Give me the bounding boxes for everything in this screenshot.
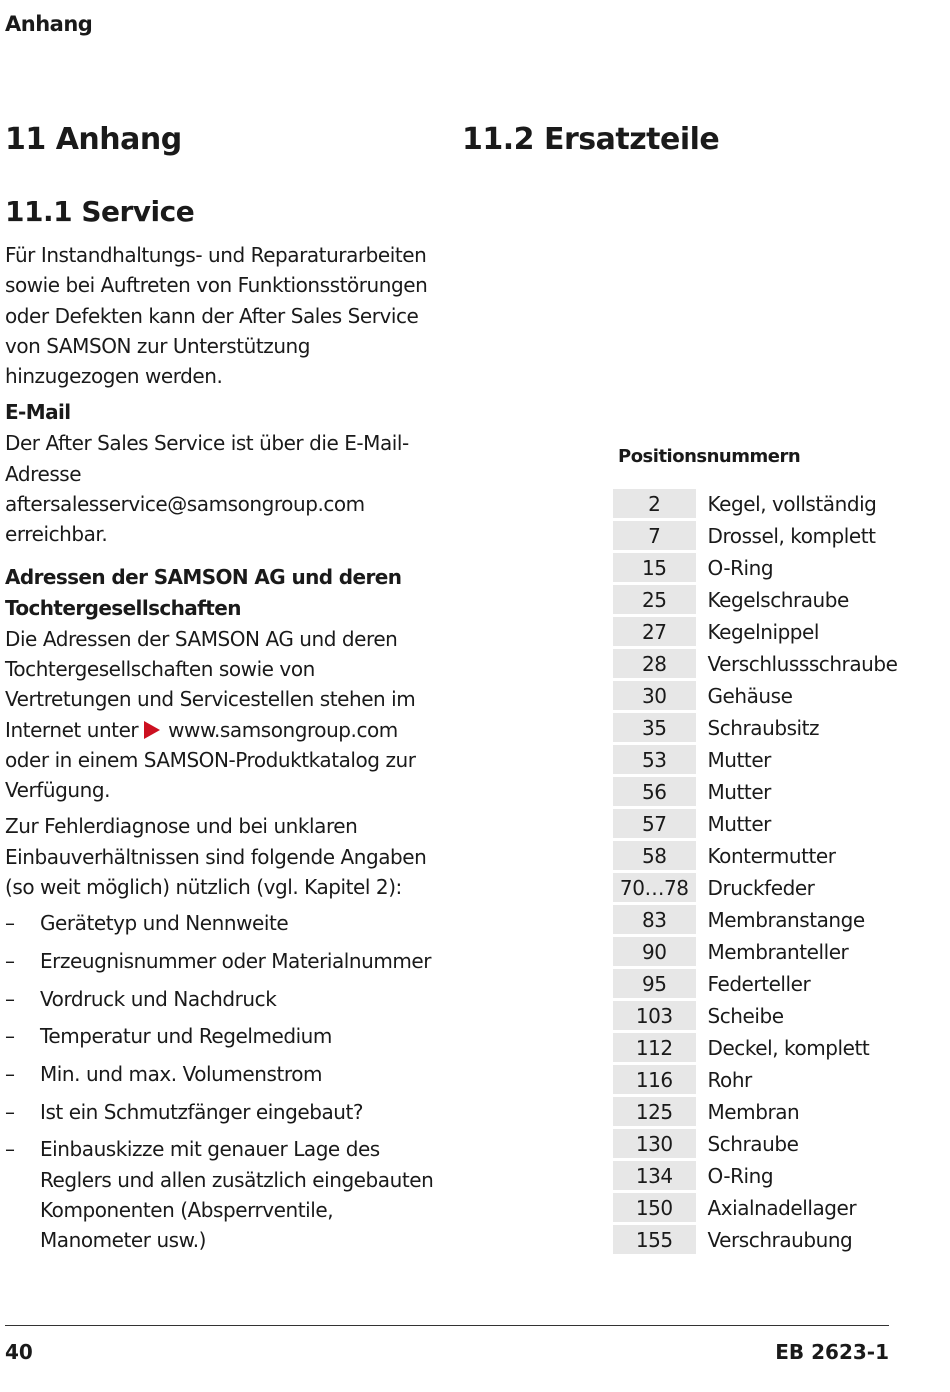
position-number: 134: [613, 1161, 696, 1190]
addresses-text: [5, 624, 437, 806]
position-number: 27: [613, 617, 696, 646]
position-number: 58: [613, 841, 696, 870]
table-row: [613, 521, 950, 550]
part-name: Axialnadellager: [707, 1195, 857, 1220]
list-item: – Min. und max. Volumenstrom: [5, 1059, 437, 1089]
part-name: Kegelschraube: [707, 587, 849, 612]
part-name: Mutter: [707, 779, 771, 804]
part-name: Deckel, komplett: [707, 1035, 870, 1060]
part-name: Schraube: [707, 1131, 799, 1156]
position-number: 56: [613, 777, 696, 806]
part-name: Membranteller: [707, 939, 849, 964]
position-number: 83: [613, 905, 696, 934]
position-number: 150: [613, 1193, 696, 1222]
positions-label: Positionsnummern: [618, 446, 801, 467]
spare-parts-title: 11.2 Ersatzteile: [462, 122, 720, 157]
table-row: [613, 1129, 950, 1158]
table-row: [613, 1097, 950, 1126]
part-name: Rohr: [707, 1067, 752, 1092]
list-item: – Vordruck und Nachdruck: [5, 984, 437, 1014]
position-number: 57: [613, 809, 696, 838]
position-number: 7: [613, 521, 696, 550]
position-number: 112: [613, 1033, 696, 1062]
samsongroup-link[interactable]: www.samsongroup.com: [168, 717, 398, 742]
part-name: Verschraubung: [707, 1227, 853, 1252]
position-number: 2: [613, 489, 696, 518]
position-number: 155: [613, 1225, 696, 1254]
part-name: Mutter: [707, 811, 771, 836]
running-header: Anhang: [5, 12, 93, 36]
diagnosis-text: Zur Fehlerdiagnose und bei unklaren Einbauverhältnissen sind folgende Angaben (so weit möglich) nützlich (vgl. Kapitel 2):: [5, 814, 427, 900]
table-row: [613, 1065, 950, 1094]
footer-divider: [5, 1325, 889, 1326]
part-name: Scheibe: [707, 1003, 784, 1028]
position-number: 90: [613, 937, 696, 966]
right-column: [462, 118, 902, 162]
table-row: [613, 553, 950, 582]
list-item: – Ist ein Schmutzfänger eingebaut?: [5, 1097, 437, 1127]
chapter-title: 11 Anhang: [5, 122, 182, 157]
part-name: Kontermutter: [707, 843, 836, 868]
position-number: 125: [613, 1097, 696, 1126]
part-name: Kegel, vollständig: [707, 491, 877, 516]
table-row: [613, 1193, 950, 1222]
part-name: Kegelnippel: [707, 619, 820, 644]
table-row: [613, 681, 950, 710]
part-name: Mutter: [707, 747, 771, 772]
table-row: [613, 713, 950, 742]
table-row: [613, 649, 950, 678]
part-name: Drossel, komplett: [707, 523, 876, 548]
position-number: 30: [613, 681, 696, 710]
position-number: 25: [613, 585, 696, 614]
link-arrow-icon: [144, 721, 160, 739]
addresses-heading: Adressen der SAMSON AG und deren Tochtergesellschaften: [5, 564, 402, 620]
position-number: 130: [613, 1129, 696, 1158]
position-number: 116: [613, 1065, 696, 1094]
part-name: Federteller: [707, 971, 811, 996]
table-row: [613, 937, 950, 966]
position-number: 35: [613, 713, 696, 742]
part-name: Membranstange: [707, 907, 865, 932]
table-row: [613, 585, 950, 614]
table-row: [613, 841, 950, 870]
service-intro-text: Für Instandhaltungs- und Reparaturarbeiten sowie bei Auftreten von Funktionsstörungen oder Defekten kann der After Sales Service von SAMSON zur Unterstützung hinzugezogen werden.: [5, 243, 428, 389]
table-row: [613, 1161, 950, 1190]
spare-parts-table: [613, 486, 950, 1257]
table-row: [613, 1225, 950, 1254]
addresses-text-part-2: oder in einem SAMSON-Produktkatalog zur Verfügung.: [5, 747, 416, 803]
position-number: 15: [613, 553, 696, 582]
position-number: 53: [613, 745, 696, 774]
page-number: 40: [5, 1340, 33, 1364]
position-number: 103: [613, 1001, 696, 1030]
table-row: [613, 873, 950, 902]
table-row: [613, 1033, 950, 1062]
part-name: Druckfeder: [707, 875, 815, 900]
email-heading: E-Mail: [5, 400, 71, 425]
part-name: Membran: [707, 1099, 800, 1124]
table-row: [613, 745, 950, 774]
table-row: [613, 617, 950, 646]
table-row: [613, 1001, 950, 1030]
part-name: O-Ring: [707, 555, 774, 580]
table-row: [613, 489, 950, 518]
part-name: O-Ring: [707, 1163, 774, 1188]
list-item: – Erzeugnisnummer oder Materialnummer: [5, 946, 437, 976]
table-row: [613, 777, 950, 806]
part-name: Verschlussschraube: [707, 651, 898, 676]
email-text: Der After Sales Service ist über die E-Mail-Adresse aftersalesservice@samsongroup.com erreichbar.: [5, 431, 409, 547]
table-row: [613, 969, 950, 998]
position-number: 95: [613, 969, 696, 998]
left-column: [5, 118, 437, 1263]
table-row: [613, 809, 950, 838]
position-number: 70…78: [613, 873, 696, 902]
addresses-text-part-1: Die Adressen der SAMSON AG und deren Tochtergesellschaften sowie von Vertretungen und Servicestellen stehen im Internet unter: [5, 626, 416, 742]
part-name: Schraubsitz: [707, 715, 820, 740]
table-row: [613, 905, 950, 934]
list-item: – Temperatur und Regelmedium: [5, 1021, 437, 1051]
list-item: – Gerätetyp und Nennweite: [5, 908, 437, 938]
diagnosis-list: [5, 908, 437, 1255]
list-item: – Einbauskizze mit genauer Lage des Reglers und allen zusätzlich eingebauten Komponenten (Absperrventile, Manometer usw.): [5, 1134, 437, 1255]
position-number: 28: [613, 649, 696, 678]
service-section-title: 11.1 Service: [5, 195, 195, 228]
document-code: EB 2623-1: [775, 1340, 889, 1364]
part-name: Gehäuse: [707, 683, 793, 708]
